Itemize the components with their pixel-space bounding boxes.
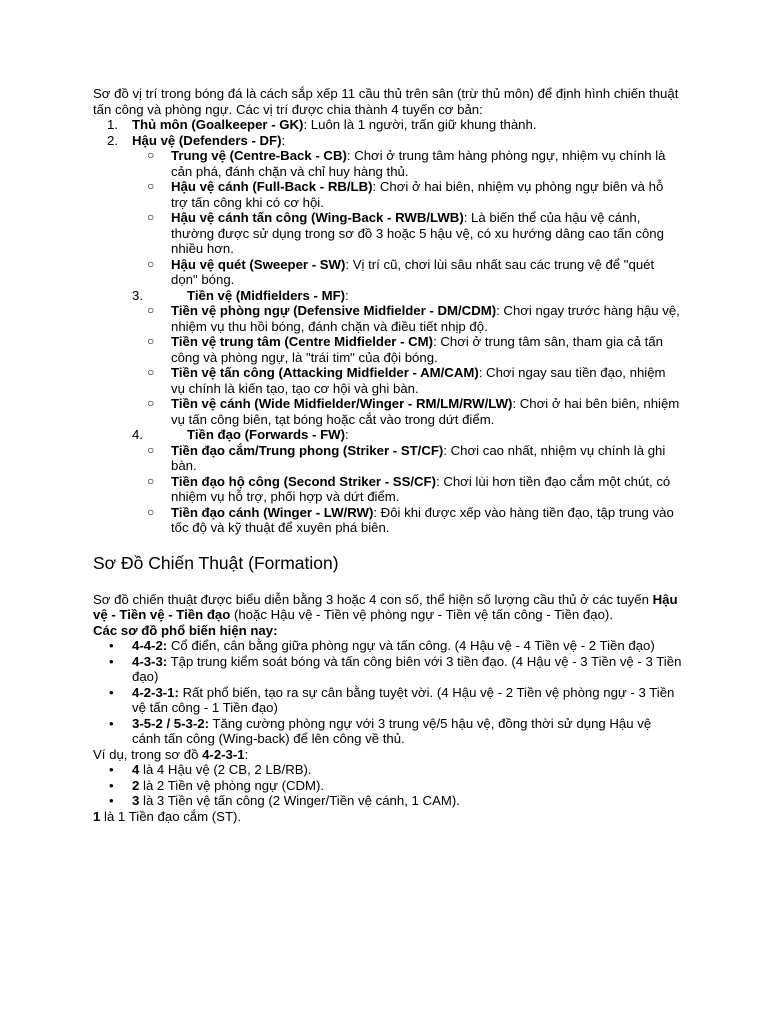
bullet-icon: • [109, 793, 114, 808]
sub-position-description: : Chơi ở trung tâm sân, tham gia cả tấn công và phòng ngự, là "trái tim" của đội bóng. [171, 334, 663, 365]
sub-position-description: : Là biến thể của hậu vệ cánh, thường được sử dụng trong sơ đồ 3 hoặc 5 hậu vệ, có xu hướng dâng cao tấn công nhiều hơn. [171, 210, 664, 256]
sub-position-title: Tiền vệ phòng ngự (Defensive Midfielder - DM/CDM) [171, 303, 497, 318]
position-item-forwards [93, 427, 683, 443]
example-number: 4 [132, 762, 140, 777]
circle-bullet-icon: ○ [147, 256, 155, 271]
sub-position-item [93, 443, 683, 474]
circle-bullet-icon: ○ [147, 210, 155, 224]
sub-position-item [93, 257, 683, 288]
example-item [93, 778, 683, 794]
bullet-icon: • [109, 684, 114, 700]
formation-item [93, 716, 683, 747]
example-line: Ví dụ, trong sơ đồ 4-2-3-1: [93, 746, 249, 762]
example-number: 3 [132, 793, 140, 808]
sub-position-description: : Chơi cao nhất, nhiệm vụ chính là ghi bàn. [171, 442, 666, 473]
list-number: 4. [132, 427, 143, 442]
formation-title: 3-5-2 / 5-3-2: [132, 715, 209, 731]
sub-position-item [93, 334, 683, 365]
circle-bullet-icon: ○ [147, 303, 155, 317]
sub-position-description: : Chơi ngay trước hàng hậu vệ, nhiệm vụ thu hồi bóng, đánh chặn và điều tiết nhịp độ. [171, 303, 680, 334]
circle-bullet-icon: ○ [147, 334, 155, 348]
position-title: Thủ môn (Goalkeeper - GK) [132, 117, 304, 132]
sub-position-title: Tiền vệ tấn công (Attacking Midfielder - AM/CAM) [171, 365, 479, 380]
sub-position-description: : Chơi lùi hơn tiền đạo cắm một chút, có nhiệm vụ hỗ trợ, phối hợp và dứt điểm. [171, 473, 671, 504]
list-number: 2. [107, 132, 118, 148]
formation-title: 4-2-3-1: [132, 684, 179, 700]
common-formations-label: Các sơ đồ phổ biến hiện nay: [93, 622, 278, 638]
formation-description: Tăng cường phòng ngự với 3 trung vệ/5 hậu vệ, đồng thời sử dụng Hậu vệ cánh tấn công (Wing-back) để lên công về thủ. [132, 715, 652, 746]
sub-position-title: Tiền đạo hộ công (Second Striker - SS/CF) [171, 473, 436, 489]
formation-item [93, 685, 683, 716]
sub-position-item [93, 505, 683, 536]
circle-bullet-icon: ○ [147, 396, 155, 410]
formation-intro-text: Sơ đồ chiến thuật được biểu diễn bằng 3 hoặc 4 con số, thể hiện số lượng cầu thủ ở các tuyến [93, 591, 653, 607]
example-item [93, 793, 683, 809]
sub-position-description: : Vị trí cũ, chơi lùi sâu nhất sau các trung vệ để "quét dọn" bóng. [171, 256, 655, 287]
example-description: là 3 Tiền vệ tấn công (2 Winger/Tiền vệ cánh, 1 CAM). [139, 793, 460, 808]
formation-item [93, 654, 683, 685]
formation-title: 4-3-3: [132, 653, 168, 669]
sub-position-description: : Chơi ngay sau tiền đạo, nhiệm vụ chính là kiến tạo, tạo cơ hội và ghi bàn. [171, 365, 666, 396]
formation-title: 4-4-2: [132, 638, 168, 653]
example-item [93, 762, 683, 778]
example-number: 2 [132, 777, 140, 793]
sub-position-title: Tiền vệ cánh (Wide Midfielder/Winger - RM/LM/RW/LW) [171, 396, 513, 411]
example-description: là 4 Hậu vệ (2 CB, 2 LB/RB). [139, 762, 312, 777]
formation-intro-bold: Hậu vệ - Tiền vệ - Tiền đạo [93, 591, 678, 622]
circle-bullet-icon: ○ [147, 504, 155, 519]
position-title: Tiền vệ (Midfielders - MF) [187, 287, 346, 303]
bullet-icon: • [109, 715, 114, 731]
position-description: : [281, 132, 286, 148]
section-heading: Sơ Đồ Chiến Thuật (Formation) [93, 552, 339, 573]
circle-bullet-icon: ○ [147, 179, 155, 193]
sub-position-item [93, 396, 683, 427]
position-description: : [345, 287, 349, 303]
position-description: : [345, 427, 349, 442]
bullet-icon: • [109, 638, 114, 653]
bullet-icon: • [109, 777, 114, 793]
position-title: Tiền đạo (Forwards - FW) [187, 427, 346, 442]
formation-intro-text-end: (hoặc Hậu vệ - Tiền vệ phòng ngự - Tiền vệ tấn công - Tiền đạo). [230, 607, 613, 622]
sub-position-item [93, 179, 683, 210]
formation-description: Rất phổ biến, tạo ra sự cân bằng tuyệt vời. (4 Hậu vệ - 2 Tiền vệ phòng ngự - 3 Tiền vệ tấn công - 1 Tiền đạo) [132, 684, 675, 715]
sub-position-title: Hậu vệ cánh tấn công (Wing-Back - RWB/LWB) [171, 210, 464, 225]
sub-position-title: Tiền vệ trung tâm (Centre Midfielder - CM) [171, 334, 434, 349]
position-item-defenders [93, 133, 683, 149]
last-line: 1 là 1 Tiền đạo cắm (ST). [93, 808, 242, 824]
list-number: 3. [132, 287, 143, 303]
sub-position-description: : Chơi ở hai biên, nhiệm vụ phòng ngự biên và hỗ trợ tấn công khi có cơ hội. [171, 179, 664, 210]
circle-bullet-icon: ○ [147, 365, 155, 379]
sub-position-item [93, 210, 683, 257]
list-number: 1. [107, 117, 118, 132]
bullet-icon: • [109, 762, 114, 777]
position-description: : Luôn là 1 người, trấn giữ khung thành. [303, 117, 537, 132]
sub-position-description: : Đôi khi được xếp vào hàng tiền đạo, tập trung vào tốc độ và kỹ thuật để xuyên phá biên. [171, 504, 674, 535]
bullet-icon: • [109, 653, 114, 669]
sub-position-description: : Chơi ở trung tâm hàng phòng ngự, nhiệm vụ chính là cản phá, đánh chặn và chỉ huy hàng thủ. [171, 148, 666, 179]
formation-item [93, 638, 683, 654]
example-description: là 2 Tiền vệ phòng ngự (CDM). [139, 777, 325, 793]
sub-position-item [93, 474, 683, 505]
intro-paragraph: Sơ đồ vị trí trong bóng đá là cách sắp xếp 11 cầu thủ trên sân (trừ thủ môn) để định hình chiến thuật tấn công và phòng ngự. Các vị trí được chia thành 4 tuyến cơ bản: [93, 86, 679, 117]
position-title: Hậu vệ (Defenders - DF) [132, 132, 282, 148]
sub-position-title: Tiền đạo cánh (Winger - LW/RW) [171, 504, 374, 520]
sub-position-item [93, 365, 683, 396]
formation-description: Cổ điển, cân bằng giữa phòng ngự và tấn công. (4 Hậu vệ - 4 Tiền vệ - 2 Tiền đạo) [167, 638, 655, 653]
position-item-goalkeeper [93, 117, 683, 133]
circle-bullet-icon: ○ [147, 442, 155, 457]
sub-position-title: Hậu vệ cánh (Full-Back - RB/LB) [171, 179, 373, 194]
sub-position-description: : Chơi ở hai bên biên, nhiệm vụ tấn công biên, tạt bóng hoặc cắt vào trong dứt điểm. [171, 396, 680, 427]
sub-position-title: Hậu vệ quét (Sweeper - SW) [171, 256, 346, 272]
sub-position-title: Trung vệ (Centre-Back - CB) [171, 148, 347, 163]
circle-bullet-icon: ○ [147, 473, 155, 488]
sub-position-item [93, 303, 683, 334]
document-content [93, 86, 683, 824]
circle-bullet-icon: ○ [147, 148, 155, 162]
formation-intro-paragraph [93, 592, 683, 623]
position-item-midfielders [93, 288, 683, 304]
sub-position-item [93, 148, 683, 179]
sub-position-title: Tiền đạo cắm/Trung phong (Striker - ST/CF) [171, 442, 444, 458]
formation-description: Tập trung kiểm soát bóng và tấn công biên với 3 tiền đạo. (4 Hậu vệ - 3 Tiền vệ - 3 Tiền đạo) [132, 653, 682, 684]
